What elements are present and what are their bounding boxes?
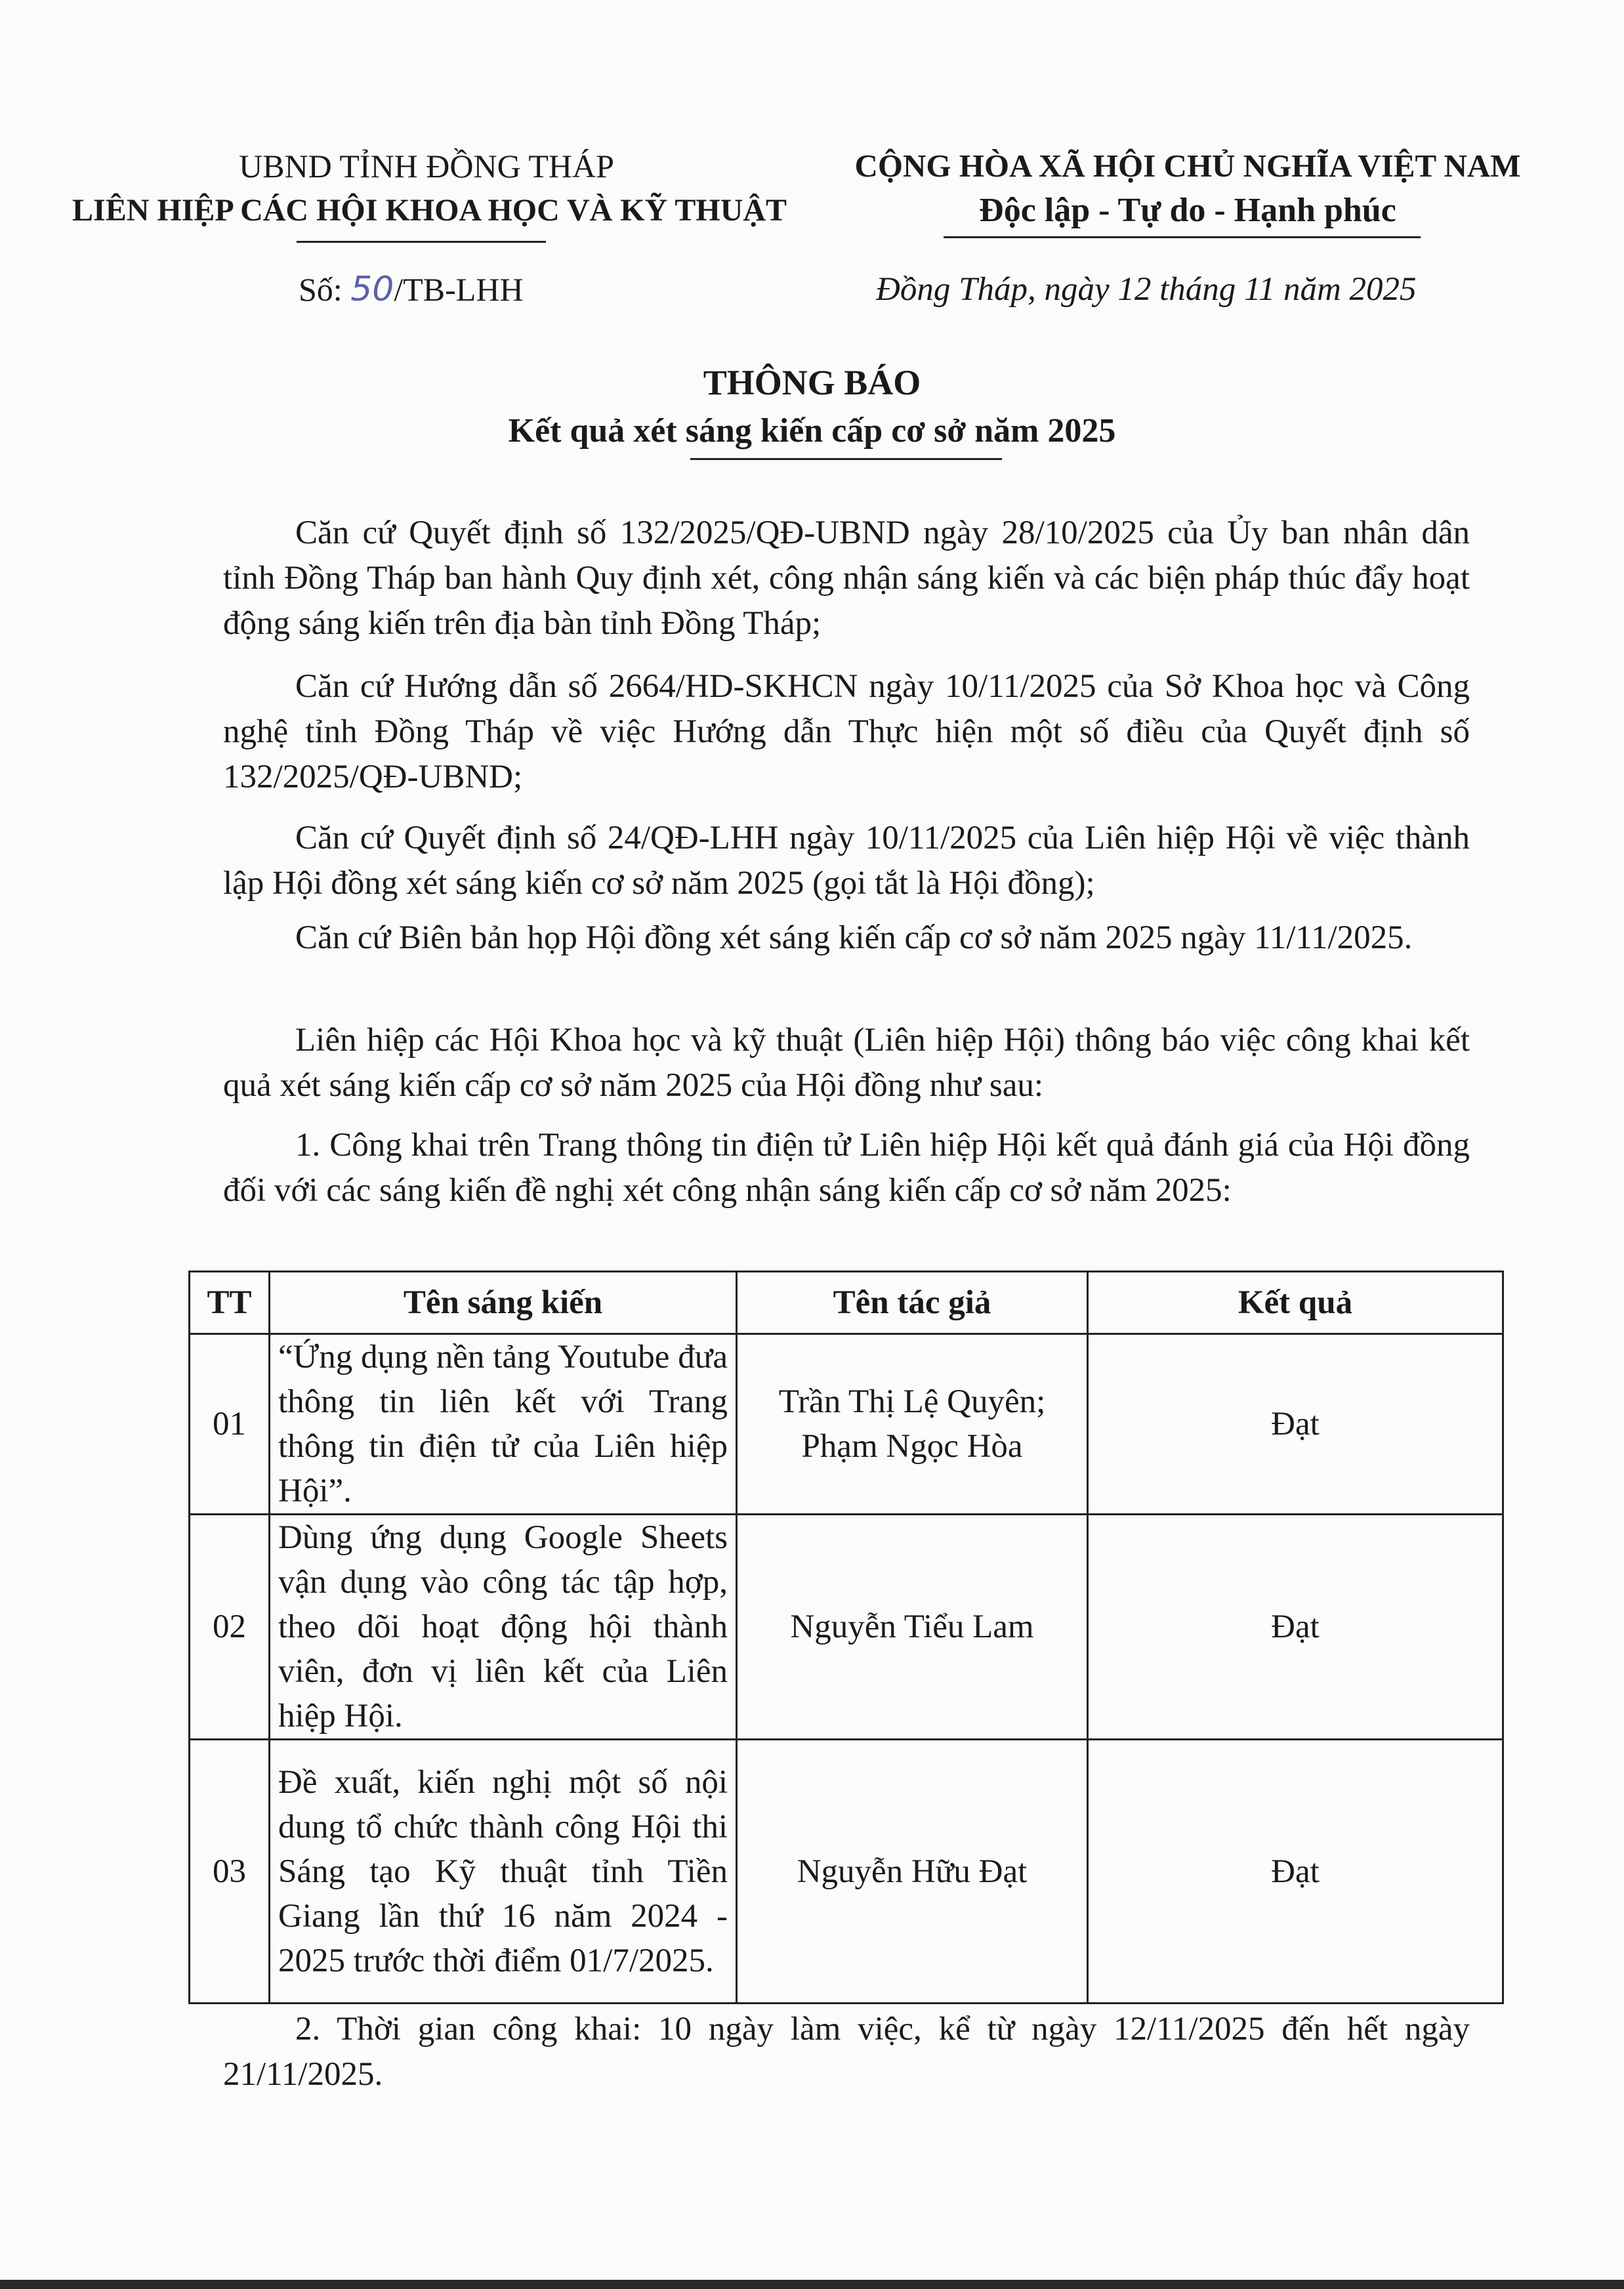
org-underline <box>297 241 546 243</box>
table-row <box>190 1334 1503 1515</box>
place-date: Đồng Tháp, ngày 12 tháng 11 năm 2025 <box>876 271 1417 308</box>
document-number <box>299 269 524 310</box>
author-cell <box>737 1740 1088 2004</box>
document-subtitle: Kết quả xét sáng kiến cấp cơ sở năm 2025 <box>508 412 1116 450</box>
paragraph-item-1: 1. Công khai trên Trang thông tin điện tử Liên hiệp Hội kết quả đánh giá của Hội đồng đối với các sáng kiến đề nghị xét công nhận sáng kiến cấp cơ sở năm 2025: <box>223 1127 1470 1209</box>
table-row <box>190 1515 1503 1740</box>
document-number-prefix: Số: <box>299 271 343 308</box>
table-row <box>190 1740 1503 2004</box>
initiative-name: Đề xuất, kiến nghị một số nội dung tổ chức thành công Hội thi Sáng tạo Kỹ thuật tỉnh Tiền Giang lần thứ 16 năm 2024 - 2025 trước thời điểm 01/7/2025. <box>270 1740 737 2004</box>
author-name: Nguyễn Hữu Đạt <box>797 1853 1028 1890</box>
country-name: CỘNG HÒA XÃ HỘI CHỦ NGHĨA VIỆT NAM <box>854 148 1521 184</box>
column-header-tt: TT <box>190 1272 270 1334</box>
paragraph-basis-guidance-2664: Căn cứ Hướng dẫn số 2664/HD-SKHCN ngày 10/11/2025 của Sở Khoa học và Công nghệ tỉnh Đồng Tháp về việc Hướng dẫn Thực hiện một số điều của Quyết định số 132/2025/QĐ-UBND; <box>223 668 1470 795</box>
row-number: 01 <box>190 1334 270 1515</box>
paragraph-basis-minutes: Căn cứ Biên bản họp Hội đồng xét sáng kiến cấp cơ sở năm 2025 ngày 11/11/2025. <box>295 919 1413 956</box>
paragraph-item-2: 2. Thời gian công khai: 10 ngày làm việc, kể từ ngày 12/11/2025 đến hết ngày 21/11/2025. <box>223 2011 1470 2093</box>
motto-underline <box>944 236 1421 238</box>
document-number-suffix: /TB-LHH <box>394 271 524 308</box>
motto: Độc lập - Tự do - Hạnh phúc <box>979 192 1396 229</box>
org-name: LIÊN HIỆP CÁC HỘI KHOA HỌC VÀ KỸ THUẬT <box>72 193 787 228</box>
column-header-author: Tên tác giả <box>737 1272 1088 1334</box>
author-name: Nguyễn Tiểu Lam <box>790 1608 1034 1645</box>
author-name: Phạm Ngọc Hòa <box>801 1428 1023 1465</box>
org-parent: UBND TỈNH ĐỒNG THÁP <box>239 148 614 184</box>
column-header-result: Kết quả <box>1088 1272 1503 1334</box>
document-number-handwritten: 50 <box>350 270 394 309</box>
document-title: THÔNG BÁO <box>703 363 921 402</box>
column-header-initiative-name: Tên sáng kiến <box>270 1272 737 1334</box>
paragraph-announcement: Liên hiệp các Hội Khoa học và kỹ thuật (Liên hiệp Hội) thông báo việc công khai kết quả xét sáng kiến cấp cơ sở năm 2025 của Hội đồng như sau: <box>223 1022 1470 1104</box>
table-header-row <box>190 1272 1503 1334</box>
result-value: Đạt <box>1088 1515 1503 1740</box>
author-name: Trần Thị Lệ Quyên; <box>778 1383 1046 1420</box>
result-value: Đạt <box>1088 1740 1503 2004</box>
row-number: 02 <box>190 1515 270 1740</box>
paragraph-basis-decision-24: Căn cứ Quyết định số 24/QĐ-LHH ngày 10/11/2025 của Liên hiệp Hội về việc thành lập Hội đồng xét sáng kiến cơ sở năm 2025 (gọi tắt là Hội đồng); <box>223 820 1470 902</box>
paragraph-basis-decision-132: Căn cứ Quyết định số 132/2025/QĐ-UBND ngày 28/10/2025 của Ủy ban nhân dân tỉnh Đồng Tháp ban hành Quy định xét, công nhận sáng kiến và các biện pháp thúc đẩy hoạt động sáng kiến trên địa bàn tỉnh Đồng Tháp; <box>223 514 1470 642</box>
result-value: Đạt <box>1088 1334 1503 1515</box>
scan-edge <box>0 2280 1624 2289</box>
row-number: 03 <box>190 1740 270 2004</box>
results-table <box>188 1270 1504 2004</box>
author-cell <box>737 1515 1088 1740</box>
subtitle-underline <box>690 458 1002 460</box>
author-cell <box>737 1334 1088 1515</box>
initiative-name: “Ứng dụng nền tảng Youtube đưa thông tin liên kết với Trang thông tin điện tử của Liên hiệp Hội”. <box>270 1334 737 1515</box>
initiative-name: Dùng ứng dụng Google Sheets vận dụng vào công tác tập hợp, theo dõi hoạt động hội thành viên, đơn vị liên kết của Liên hiệp Hội. <box>270 1515 737 1740</box>
